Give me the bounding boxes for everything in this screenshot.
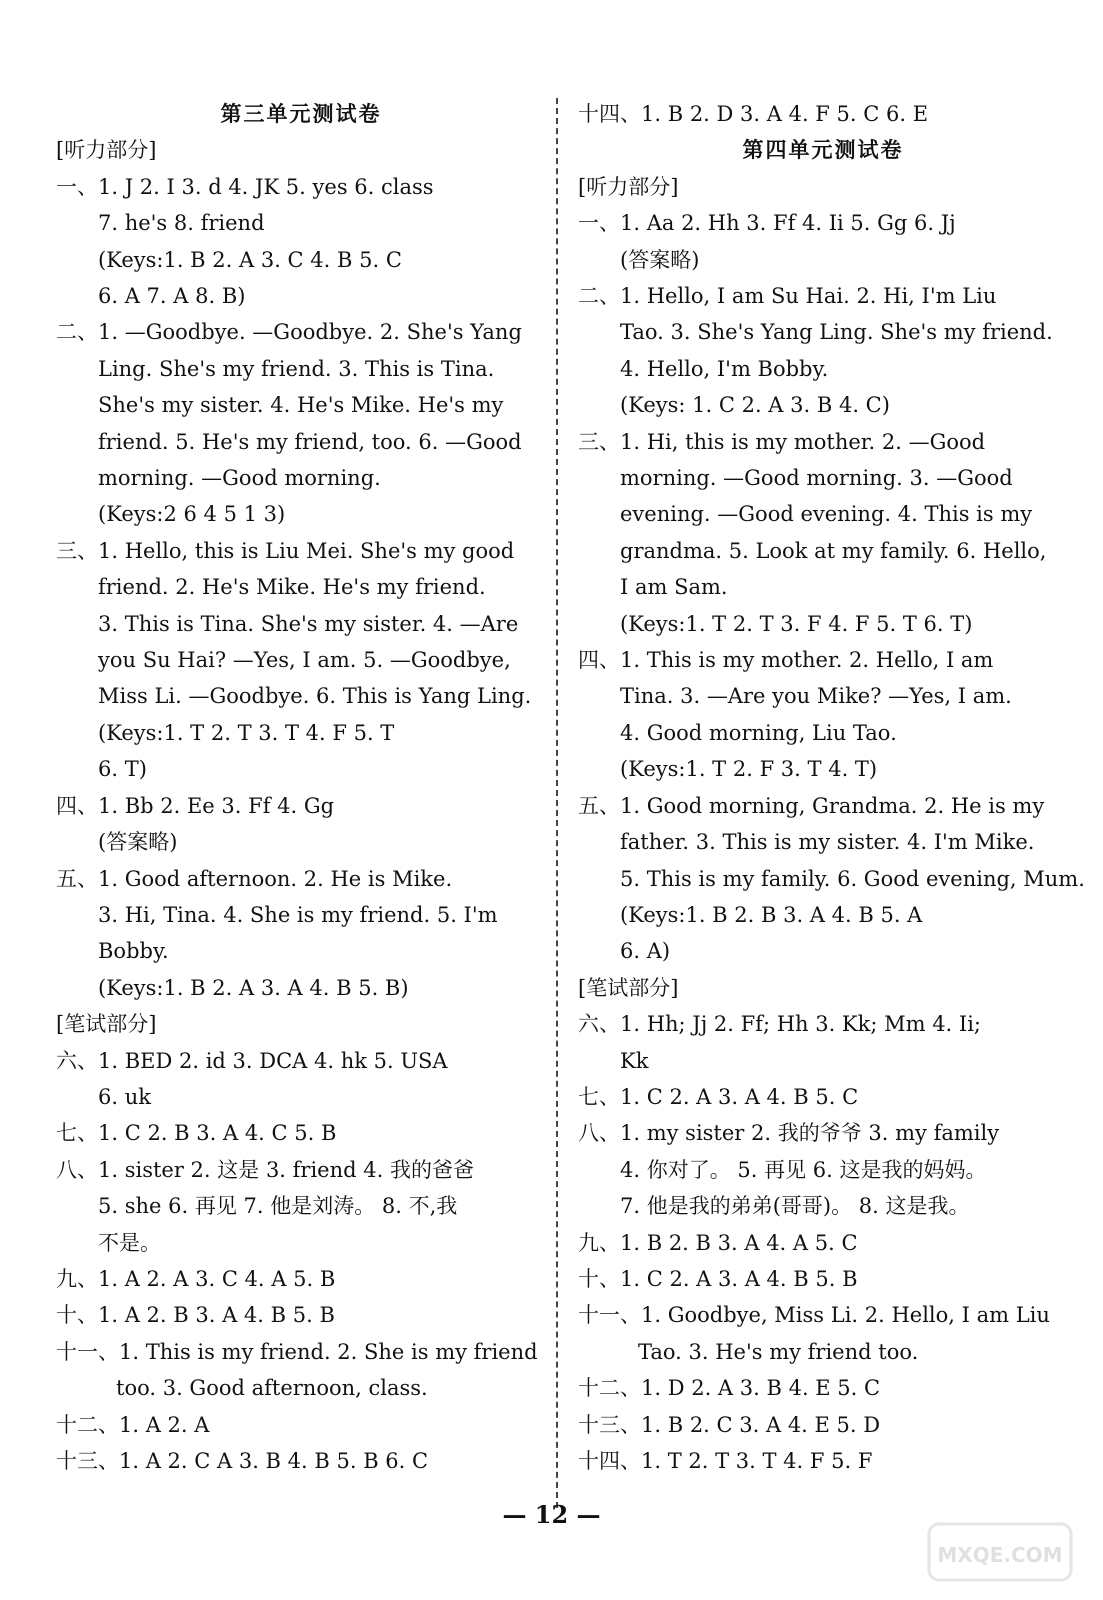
answer-line: 十、1. C 2. A 3. A 4. B 5. B xyxy=(578,1266,858,1291)
answer-line: you Su Hai? —Yes, I am. 5. —Goodbye, xyxy=(98,648,511,673)
answer-line: 6. uk xyxy=(98,1084,151,1109)
answer-line: 4. Hello, I'm Bobby. xyxy=(620,356,829,381)
answer-line: 七、1. C 2. B 3. A 4. C 5. B xyxy=(56,1121,337,1146)
answer-line: 十三、1. B 2. C 3. A 4. E 5. D xyxy=(578,1412,881,1437)
answer-line: [笔试部分] xyxy=(578,975,679,1000)
answer-line: 6. A 7. A 8. B) xyxy=(98,284,246,309)
answer-line: 7. he's 8. friend xyxy=(98,211,265,236)
answer-line: 5. This is my family. 6. Good evening, Mum. xyxy=(620,866,1085,891)
answer-line: 7. 他是我的弟弟(哥哥)。 8. 这是我。 xyxy=(620,1194,970,1219)
answer-line: 五、1. Good morning, Grandma. 2. He is my xyxy=(578,793,1045,818)
answer-line: 四、1. This is my mother. 2. Hello, I am xyxy=(578,648,994,673)
right-lines-before xyxy=(578,96,1068,132)
answer-line: Tao. 3. He's my friend too. xyxy=(638,1339,919,1364)
answer-line: (Keys:1. B 2. A 3. A 4. B 5. B) xyxy=(98,975,409,1000)
answer-line: 十二、1. D 2. A 3. B 4. E 5. C xyxy=(578,1376,881,1401)
right-section-title: 第四单元测试卷 xyxy=(742,137,904,163)
watermark-logo-icon xyxy=(925,1520,1075,1584)
left-column xyxy=(56,96,546,1479)
answer-line: (Keys:1. T 2. T 3. T 4. F 5. T xyxy=(98,720,395,745)
answer-line: (Keys: 1. C 2. A 3. B 4. C) xyxy=(620,393,890,418)
answer-line: Bobby. xyxy=(98,939,169,964)
answer-line: 3. This is Tina. She's my sister. 4. —Are xyxy=(98,611,519,636)
answer-line: (Keys:1. T 2. F 3. T 4. T) xyxy=(620,757,878,782)
answer-line: 三、1. Hi, this is my mother. 2. —Good xyxy=(578,429,986,454)
left-section-title: 第三单元测试卷 xyxy=(220,101,382,126)
answer-line: 十一、1. This is my friend. 2. She is my friend xyxy=(56,1339,538,1364)
answer-line: She's my sister. 4. He's Mike. He's my xyxy=(98,393,504,418)
answer-line: Ling. She's my friend. 3. This is Tina. xyxy=(98,356,495,381)
answer-line: 6. A) xyxy=(620,939,671,964)
answer-line: father. 3. This is my sister. 4. I'm Mike. xyxy=(620,830,1035,855)
answer-line: 七、1. C 2. A 3. A 4. B 5. C xyxy=(578,1084,859,1109)
answer-line: 一、1. J 2. I 3. d 4. JK 5. yes 6. class xyxy=(56,174,434,199)
answer-line: morning. —Good morning. 3. —Good xyxy=(620,466,1013,491)
answer-line: 十四、1. T 2. T 3. T 4. F 5. F xyxy=(578,1449,873,1474)
page-number: — 12 — xyxy=(502,1500,601,1529)
answer-line: (答案略) xyxy=(98,830,178,855)
answer-line: 3. Hi, Tina. 4. She is my friend. 5. I'm xyxy=(98,902,498,927)
answer-line: (Keys:1. B 2. B 3. A 4. B 5. A xyxy=(620,902,923,927)
answer-line: [听力部分] xyxy=(56,138,157,163)
answer-line: 一、1. Aa 2. Hh 3. Ff 4. Ii 5. Gg 6. Jj xyxy=(578,211,956,236)
answer-line: (答案略) xyxy=(620,247,700,272)
answer-line: [听力部分] xyxy=(578,174,679,199)
answer-line: friend. 2. He's Mike. He's my friend. xyxy=(98,575,486,600)
answer-line: 不是。 xyxy=(98,1230,161,1255)
answer-line: (Keys:2 6 4 5 1 3) xyxy=(98,502,286,527)
answer-line: 4. Good morning, Liu Tao. xyxy=(620,720,897,745)
answer-line: friend. 5. He's my friend, too. 6. —Good xyxy=(98,429,522,454)
answer-line: 二、1. —Goodbye. —Goodbye. 2. She's Yang xyxy=(56,320,522,345)
answer-line: Miss Li. —Goodbye. 6. This is Yang Ling. xyxy=(98,684,532,709)
answer-line: evening. —Good evening. 4. This is my xyxy=(620,502,1033,527)
answer-line: grandma. 5. Look at my family. 6. Hello, xyxy=(620,538,1047,563)
answer-line: 五、1. Good afternoon. 2. He is Mike. xyxy=(56,866,453,891)
left-lines xyxy=(56,132,546,1479)
answer-line: 二、1. Hello, I am Su Hai. 2. Hi, I'm Liu xyxy=(578,284,997,309)
answer-line: 十四、1. B 2. D 3. A 4. F 5. C 6. E xyxy=(578,102,929,126)
watermark-text: MXQE.COM xyxy=(937,1543,1063,1567)
answer-line: 八、1. my sister 2. 我的爷爷 3. my family xyxy=(578,1121,1000,1146)
answer-line: morning. —Good morning. xyxy=(98,466,381,491)
right-lines xyxy=(578,169,1085,1480)
answer-line: 六、1. BED 2. id 3. DCA 4. hk 5. USA xyxy=(56,1048,448,1073)
answer-line: Tao. 3. She's Yang Ling. She's my friend. xyxy=(620,320,1053,345)
answer-line: (Keys:1. T 2. T 3. F 4. F 5. T 6. T) xyxy=(620,611,973,636)
answer-line: 十二、1. A 2. A xyxy=(56,1412,210,1437)
answer-line: 十、1. A 2. B 3. A 4. B 5. B xyxy=(56,1303,335,1328)
answer-line: 九、1. B 2. B 3. A 4. A 5. C xyxy=(578,1230,858,1255)
answer-line: 六、1. Hh; Jj 2. Ff; Hh 3. Kk; Mm 4. Ii; xyxy=(578,1012,981,1037)
answer-line: 八、1. sister 2. 这是 3. friend 4. 我的爸爸 xyxy=(56,1157,474,1182)
answer-line: 6. T) xyxy=(98,757,147,782)
answer-line: 四、1. Bb 2. Ee 3. Ff 4. Gg xyxy=(56,793,335,818)
answer-line: too. 3. Good afternoon, class. xyxy=(116,1376,428,1401)
answer-line: (Keys:1. B 2. A 3. C 4. B 5. C xyxy=(98,247,402,272)
answer-line: Kk xyxy=(620,1048,649,1073)
answer-line: 十三、1. A 2. C A 3. B 4. B 5. B 6. C xyxy=(56,1449,429,1474)
answer-line: Tina. 3. —Are you Mike? —Yes, I am. xyxy=(620,684,1012,709)
right-column xyxy=(578,96,1085,1479)
answer-line: I am Sam. xyxy=(620,575,728,600)
column-divider xyxy=(556,98,558,1508)
answer-line: 十一、1. Goodbye, Miss Li. 2. Hello, I am Liu xyxy=(578,1303,1050,1328)
answer-line: [笔试部分] xyxy=(56,1012,157,1037)
answer-line: 九、1. A 2. A 3. C 4. A 5. B xyxy=(56,1266,336,1291)
answer-line: 4. 你对了。 5. 再见 6. 这是我的妈妈。 xyxy=(620,1157,987,1182)
answer-line: 5. she 6. 再见 7. 他是刘涛。 8. 不,我 xyxy=(98,1194,458,1219)
answer-line: 三、1. Hello, this is Liu Mei. She's my good xyxy=(56,538,515,563)
